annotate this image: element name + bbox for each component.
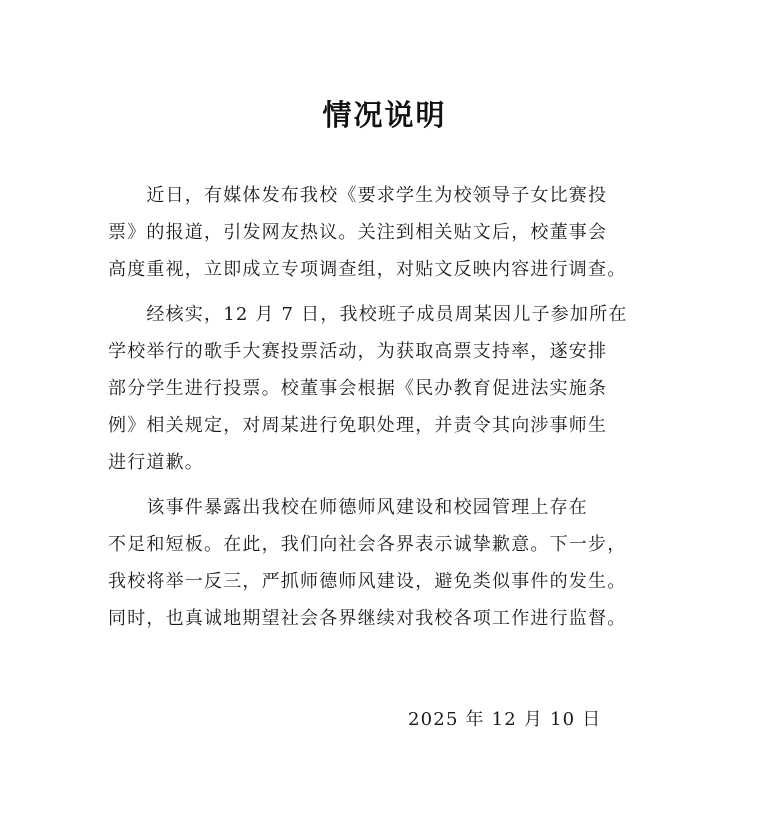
page-title: 情况说明 — [322, 98, 447, 132]
paragraph-line: 近日，有媒体发布我校《要求学生为校领导子女比赛投 — [108, 185, 608, 206]
paragraph-line: 例》相关规定，对周某进行免职处理，并责令其向涉事师生 — [108, 415, 608, 436]
paragraph-line: 我校将举一反三，严抓师德师风建设，避免类似事件的发生。 — [108, 571, 627, 592]
paragraph-line: 不足和短板。在此，我们向社会各界表示诚挚歉意。下一步， — [108, 534, 627, 555]
paragraph-line: 同时，也真诚地期望社会各界继续对我校各项工作进行监督。 — [108, 608, 627, 629]
paragraph-line: 部分学生进行投票。校董事会根据《民办教育促进法实施条 — [108, 378, 608, 399]
document-body — [108, 177, 668, 645]
paragraph-line: 进行道歉。 — [108, 452, 204, 473]
paragraph-line: 高度重视，立即成立专项调查组，对贴文反映内容进行调查。 — [108, 259, 627, 280]
paragraph-line: 经核实，12 月 7 日，我校班子成员周某因儿子参加所在 — [108, 304, 628, 325]
paragraph-1 — [108, 177, 668, 288]
paragraph-2 — [108, 296, 668, 481]
paragraph-3 — [108, 489, 668, 637]
document-date: 2025 年 12 月 10 日 — [408, 709, 602, 730]
paragraph-line: 票》的报道，引发网友热议。关注到相关贴文后，校董事会 — [108, 222, 608, 243]
paragraph-line: 学校举行的歌手大赛投票活动，为获取高票支持率，遂安排 — [108, 341, 608, 362]
paragraph-line: 该事件暴露出我校在师德师风建设和校园管理上存在 — [108, 497, 588, 518]
